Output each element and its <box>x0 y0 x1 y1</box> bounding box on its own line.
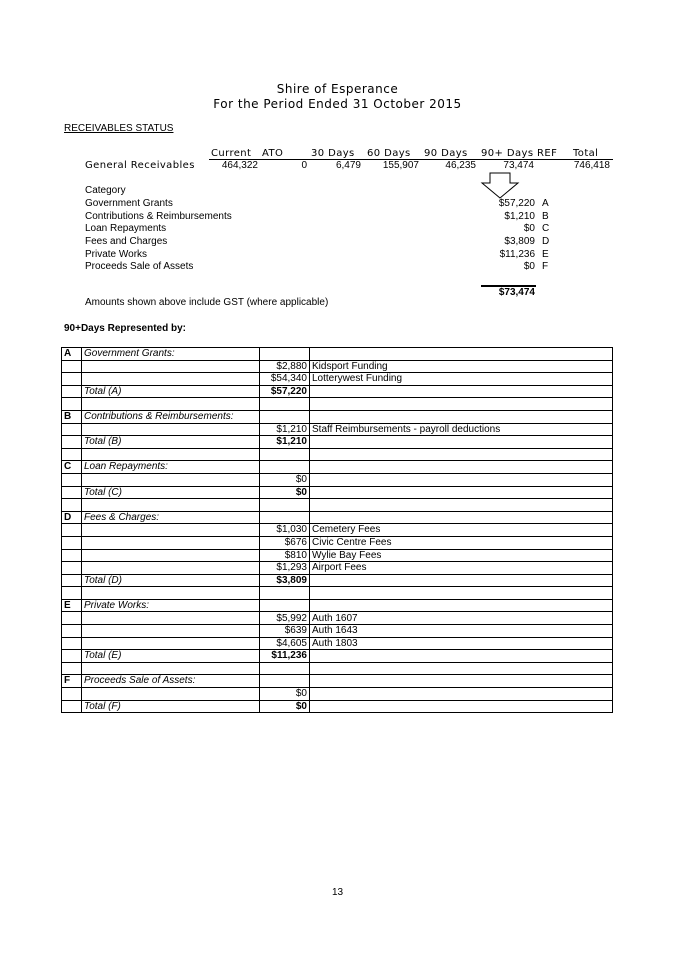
total-label: Total (A) <box>82 385 260 398</box>
table-row <box>62 574 613 587</box>
category-amount: $0 <box>523 223 535 234</box>
col-90plus: 90+ Days <box>481 148 534 159</box>
total-label: Total (F) <box>82 700 260 713</box>
section-ref: F <box>62 675 82 688</box>
category-ref: E <box>542 249 549 260</box>
table-row <box>62 461 613 474</box>
section-heading: Government Grants: <box>82 348 260 361</box>
item-amount: $54,340 <box>260 373 310 386</box>
category-label: Fees and Charges <box>85 236 168 247</box>
category-amount: $57,220 <box>498 198 535 209</box>
item-desc: Lotterywest Funding <box>310 373 613 386</box>
table-row <box>62 473 613 486</box>
col-total: Total <box>573 148 599 159</box>
total-label: Total (B) <box>82 436 260 449</box>
item-desc: Wylie Bay Fees <box>310 549 613 562</box>
total-amount: $0 <box>260 486 310 499</box>
item-amount: $1,293 <box>260 562 310 575</box>
category-label: Proceeds Sale of Assets <box>85 261 194 272</box>
col-30days: 30 Days <box>311 148 355 159</box>
item-amount: $639 <box>260 625 310 638</box>
item-amount: $0 <box>260 688 310 701</box>
item-desc <box>310 688 613 701</box>
col-90days: 90 Days <box>424 148 468 159</box>
item-desc: Kidsport Funding <box>310 360 613 373</box>
row-label: General Receivables <box>85 160 195 171</box>
item-desc <box>310 473 613 486</box>
item-amount: $1,030 <box>260 524 310 537</box>
total-label: Total (E) <box>82 650 260 663</box>
section-ref: D <box>62 511 82 524</box>
page-subtitle: For the Period Ended 31 October 2015 <box>213 97 462 111</box>
table-row <box>62 436 613 449</box>
total-amount: $57,220 <box>260 385 310 398</box>
item-amount: $0 <box>260 473 310 486</box>
category-ref: B <box>542 211 549 222</box>
value-ato: 0 <box>301 160 307 171</box>
item-amount: $1,210 <box>260 423 310 436</box>
table-row <box>62 360 613 373</box>
item-amount: $810 <box>260 549 310 562</box>
total-amount: $11,236 <box>260 650 310 663</box>
category-amount: $11,236 <box>499 249 535 260</box>
represented-title: 90+Days Represented by: <box>64 323 187 334</box>
category-amount: $0 <box>523 261 535 272</box>
table-row <box>62 348 613 361</box>
category-label: Government Grants <box>85 198 173 209</box>
value-60days: 155,907 <box>382 160 419 171</box>
category-heading: Category <box>85 185 126 196</box>
col-current: Current <box>211 148 252 159</box>
table-row <box>62 688 613 701</box>
page-title: Shire of Esperance <box>276 82 399 96</box>
col-ato: ATO <box>262 148 284 159</box>
item-desc: Auth 1607 <box>310 612 613 625</box>
table-row <box>62 486 613 499</box>
total-amount: $3,809 <box>260 574 310 587</box>
section-ref: A <box>62 348 82 361</box>
table-row <box>62 524 613 537</box>
category-total: $73,474 <box>498 287 535 298</box>
total-amount: $1,210 <box>260 436 310 449</box>
item-desc: Staff Reimbursements - payroll deductions <box>310 423 613 436</box>
gst-note: Amounts shown above include GST (where applicable) <box>85 297 329 308</box>
category-ref: F <box>542 261 549 272</box>
value-90days: 46,235 <box>445 160 476 171</box>
category-label: Contributions & Reimbursements <box>85 211 232 222</box>
table-row <box>62 549 613 562</box>
section-heading: Loan Repayments: <box>82 461 260 474</box>
section-heading: Private Works: <box>82 599 260 612</box>
section-heading: Proceeds Sale of Assets: <box>82 675 260 688</box>
section-heading: Contributions & Reimbursements: <box>82 410 260 423</box>
item-desc: Civic Centre Fees <box>310 536 613 549</box>
table-row <box>62 612 613 625</box>
value-90plus: 73,474 <box>503 160 534 171</box>
item-amount: $5,992 <box>260 612 310 625</box>
breakdown-table <box>61 347 613 713</box>
table-row <box>62 398 613 411</box>
category-amount: $3,809 <box>504 236 535 247</box>
table-row <box>62 511 613 524</box>
table-row <box>62 650 613 663</box>
section-ref: E <box>62 599 82 612</box>
item-desc: Auth 1803 <box>310 637 613 650</box>
category-amount: $1,210 <box>504 211 535 222</box>
value-current: 464,322 <box>221 160 258 171</box>
table-row <box>62 423 613 436</box>
table-row <box>62 385 613 398</box>
section-title: RECEIVABLES STATUS <box>64 123 174 134</box>
section-heading: Fees & Charges: <box>82 511 260 524</box>
total-label: Total (D) <box>82 574 260 587</box>
down-arrow-icon <box>480 172 520 200</box>
table-row <box>62 625 613 638</box>
col-ref: REF <box>537 148 558 159</box>
table-row <box>62 562 613 575</box>
table-row <box>62 448 613 461</box>
table-row <box>62 637 613 650</box>
total-amount: $0 <box>260 700 310 713</box>
item-desc: Cemetery Fees <box>310 524 613 537</box>
total-label: Total (C) <box>82 486 260 499</box>
section-ref: B <box>62 410 82 423</box>
table-row <box>62 373 613 386</box>
table-row <box>62 675 613 688</box>
item-amount: $2,880 <box>260 360 310 373</box>
category-ref: C <box>542 223 550 234</box>
table-row <box>62 536 613 549</box>
col-60days: 60 Days <box>367 148 411 159</box>
table-row <box>62 599 613 612</box>
item-desc: Auth 1643 <box>310 625 613 638</box>
table-row <box>62 700 613 713</box>
item-amount: $676 <box>260 536 310 549</box>
value-total: 746,418 <box>573 160 610 171</box>
value-30days: 6,479 <box>335 160 361 171</box>
table-row <box>62 662 613 675</box>
table-row <box>62 499 613 512</box>
item-amount: $4,605 <box>260 637 310 650</box>
category-ref: D <box>542 236 550 247</box>
category-label: Loan Repayments <box>85 223 167 234</box>
item-desc: Airport Fees <box>310 562 613 575</box>
table-row <box>62 410 613 423</box>
section-ref: C <box>62 461 82 474</box>
page-number: 13 <box>331 887 344 898</box>
table-row <box>62 587 613 600</box>
category-ref: A <box>542 198 549 209</box>
category-label: Private Works <box>85 249 148 260</box>
